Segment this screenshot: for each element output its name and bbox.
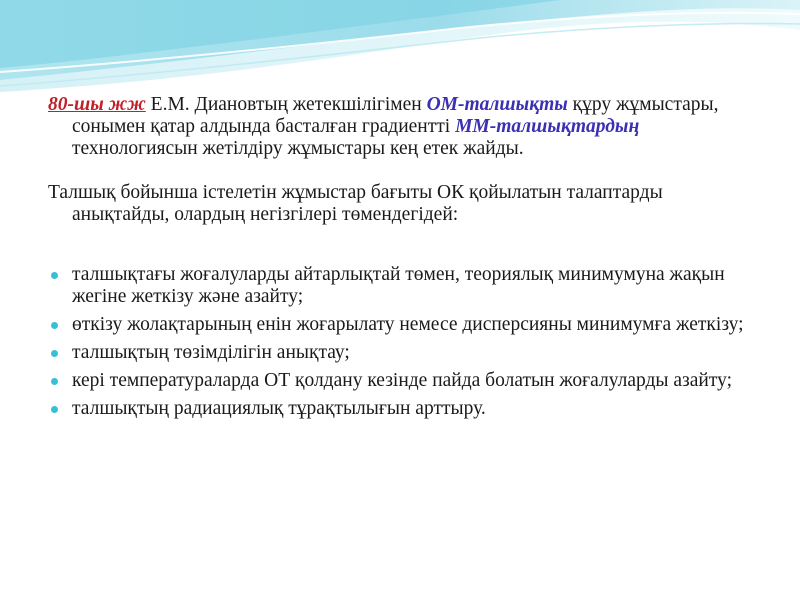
intro-text-1: Е.М. Диановтың жетекшілігімен <box>145 94 427 115</box>
list-item-text: өткізу жолақтарының енін жоғарылату немесе дисперсияны минимумға жеткізу; <box>72 314 744 335</box>
bullet-icon <box>51 378 58 385</box>
om-fiber-highlight: ОМ-талшықты <box>426 94 568 115</box>
intro-text-2: құру жұмыстары, сонымен қатар алдында басталған градиентті <box>72 94 719 137</box>
bullet-icon <box>51 322 58 329</box>
list-item <box>48 264 758 308</box>
list-item <box>48 398 758 420</box>
list-item <box>48 370 758 392</box>
list-item <box>48 342 758 364</box>
slide-content <box>48 94 758 426</box>
intro-text-3: технологиясын жетілдіру жұмыстары кең етек жайды. <box>72 138 524 159</box>
list-item-text: кері температураларда ОТ қолдану кезінде пайда болатын жоғалуларды азайту; <box>72 370 733 391</box>
header-wave-decoration <box>0 0 800 95</box>
bullet-icon <box>51 350 58 357</box>
list-item <box>48 314 758 336</box>
years-highlight: 80-шы жж <box>48 94 146 115</box>
mm-fiber-highlight: ММ-талшықтардың <box>455 116 640 137</box>
requirements-list <box>48 264 758 420</box>
list-item-text: талшықтың төзімділігін анықтау; <box>72 342 350 363</box>
intro-paragraph <box>48 94 758 160</box>
bullet-icon <box>51 406 58 413</box>
list-item-text: талшықтың радиациялық тұрақтылығын арттыру. <box>72 398 486 419</box>
list-item-text: талшықтағы жоғалуларды айтарлықтай төмен, теориялық минимумуна жақын жегіне жеткізу және азайту; <box>72 264 725 307</box>
requirements-paragraph: Талшық бойынша істелетін жұмыстар бағыты ОК қойылатын талаптарды анықтайды, олардың негізгілері төмендегідей: <box>48 182 663 225</box>
bullet-icon <box>51 272 58 279</box>
